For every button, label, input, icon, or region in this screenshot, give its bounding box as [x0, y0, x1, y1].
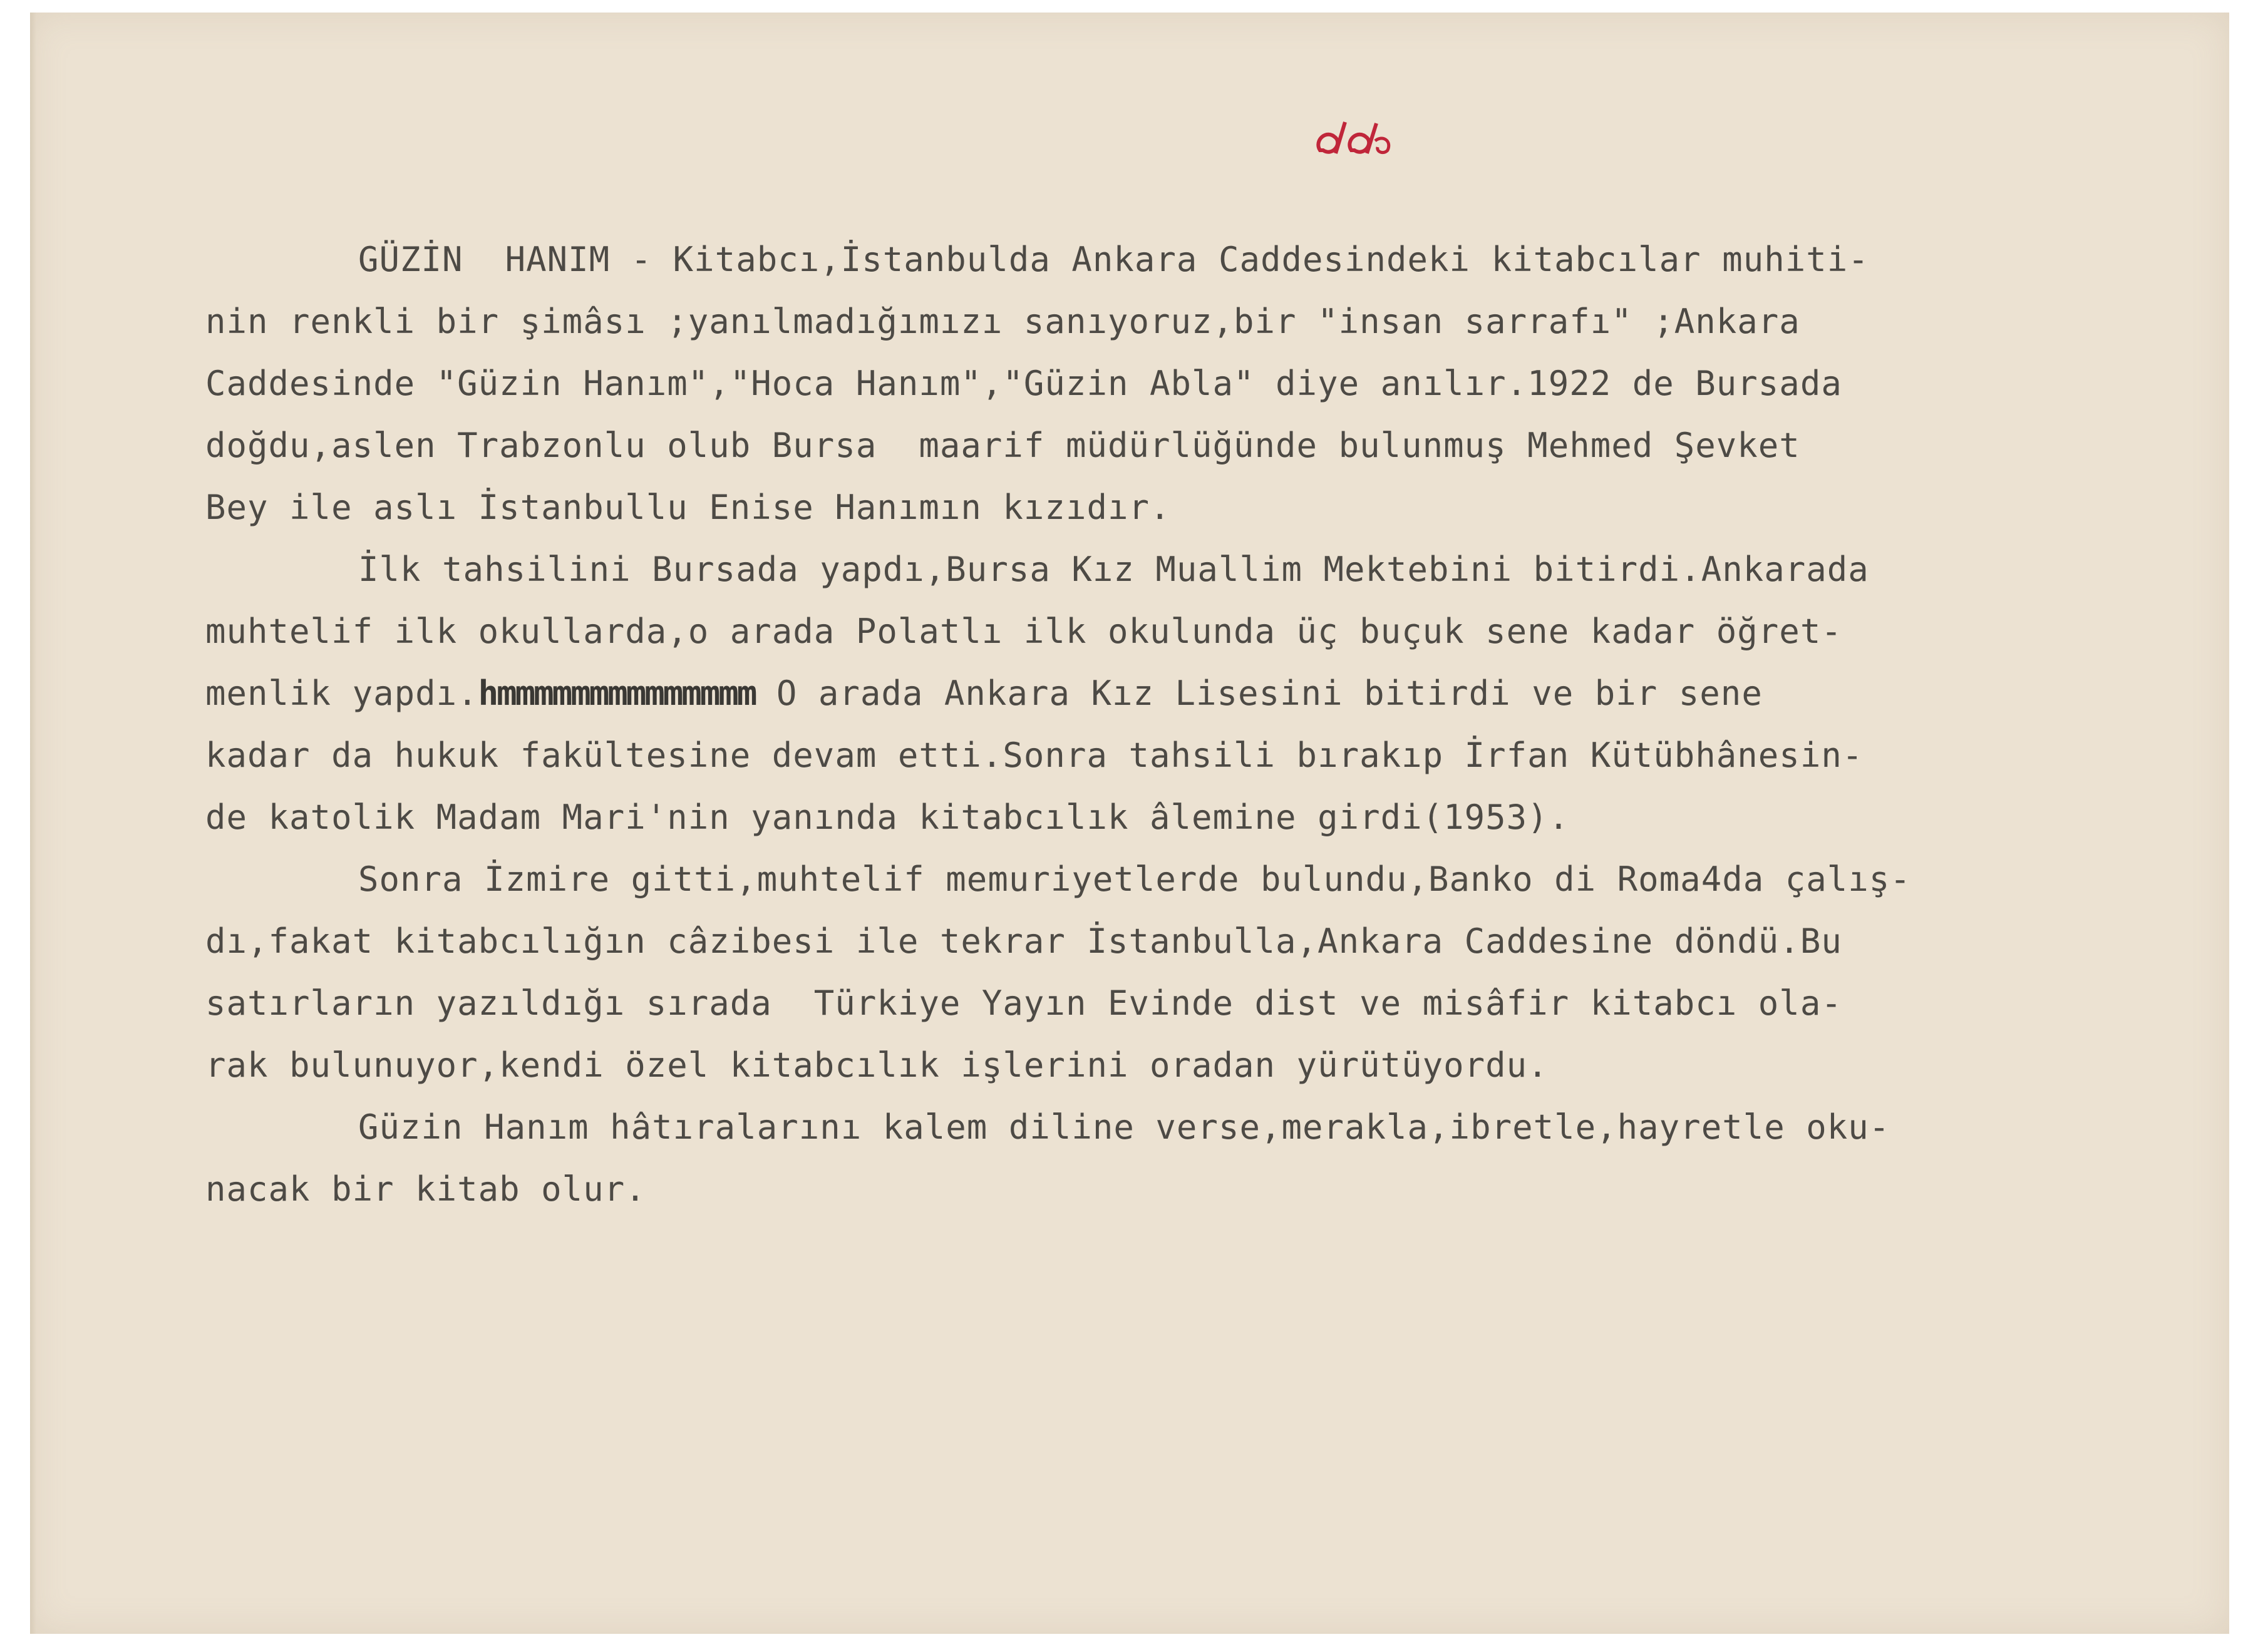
- text-line: Sonra İzmire gitti,muhtelif memuriyetlerde bulundu,Banko di Roma4da çalış-: [358, 859, 1911, 899]
- text-line: dı,fakat kitabcılığın câzibesi ile tekrar İstanbulla,Ankara Caddesine döndü.Bu: [205, 921, 1842, 961]
- handwritten-red-mark-icon: [1307, 116, 1401, 166]
- text-line: muhtelif ilk okullarda,o arada Polatlı ilk okulunda üç buçuk sene kadar öğret-: [205, 612, 1842, 651]
- text-line: kadar da hukuk fakültesine devam etti.Sonra tahsili bırakıp İrfan Kütübhânesin-: [205, 736, 1864, 775]
- text-before-strike: menlik yapdı.: [205, 674, 478, 713]
- struck-text-line: [205, 662, 2248, 724]
- struck-out-text: hmmmmmmmmmmmmmm: [478, 674, 756, 713]
- text-line: Caddesinde "Güzin Hanım","Hoca Hanım","Güzin Abla" diye anılır.1922 de Bursada: [205, 364, 1842, 403]
- text-line: rak bulunuyor,kendi özel kitabcılık işlerini oradan yürütüyordu.: [205, 1045, 1549, 1085]
- text-line: doğdu,aslen Trabzonlu olub Bursa maarif müdürlüğünde bulunmuş Mehmed Şevket: [205, 426, 1800, 465]
- text-line: de katolik Madam Mari'nin yanında kitabcılık âlemine girdi(1953).: [205, 798, 1570, 837]
- text-after-strike: O arada Ankara Kız Lisesini bitirdi ve bir sene: [755, 674, 1763, 713]
- document-body: [205, 228, 2248, 1220]
- text-line: nin renkli bir şimâsı ;yanılmadığımızı sanıyoruz,bir "insan sarrafı" ;Ankara: [205, 302, 1800, 341]
- text-line: Güzin Hanım hâtıralarını kalem diline verse,merakla,ibretle,hayretle oku-: [358, 1107, 1890, 1147]
- text-line: nacak bir kitab olur.: [205, 1169, 646, 1209]
- text-line: İlk tahsilini Bursada yapdı,Bursa Kız Muallim Mektebini bitirdi.Ankarada: [358, 550, 1869, 589]
- page-edge: [30, 13, 36, 1634]
- text-line: GÜZİN HANIM - Kitabcı,İstanbulda Ankara Caddesindeki kitabcılar muhiti-: [358, 240, 1869, 279]
- text-line: satırların yazıldığı sırada Türkiye Yayın Evinde dist ve misâfir kitabcı ola-: [205, 983, 1842, 1023]
- text-line: Bey ile aslı İstanbullu Enise Hanımın kızıdır.: [205, 488, 1171, 527]
- typewritten-page: [30, 13, 2229, 1634]
